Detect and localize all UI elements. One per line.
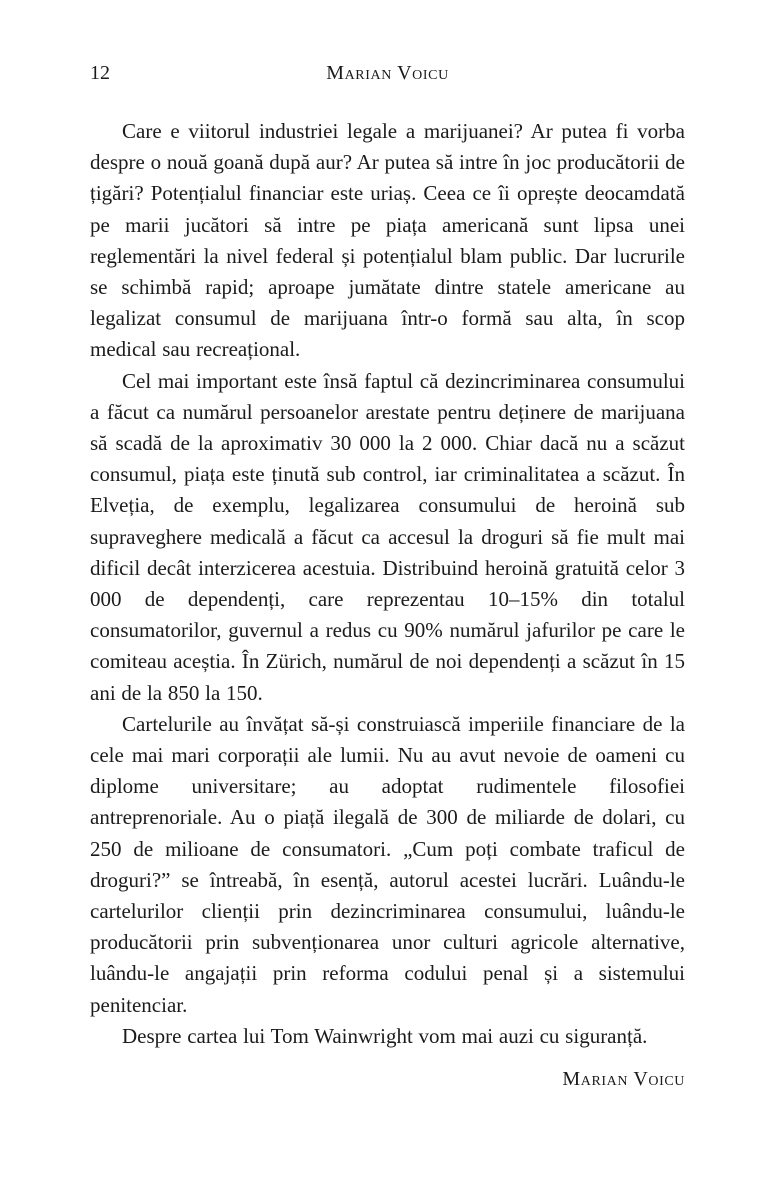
paragraph-decriminalization: Cel mai important este însă faptul că dezincriminarea consumului a făcut ca numărul persoanelor arestate pentru deținere de marijuana să scadă de la aproximativ 30 000 la 2 000. Chiar dacă nu a scăzut consumul, piața este ținută sub control, iar criminalitatea a scăzut. În Elveția, de exemplu, legalizarea consumului de heroină sub supraveghere medicală a făcut ca accesul la droguri să fie mult mai dificil decât interzicerea acestuia. Distribuind heroină gratuită celor 3 000 de dependenți, care reprezentau 10–15% din totalul consumatorilor, guvernul a redus cu 90% numărul jafurilor pe care le comiteau aceștia. În Zürich, numărul de noi dependenți a scăzut în 15 ani de la 850 la 150. — [90, 368, 685, 705]
paragraph-intro: Care e viitorul industriei legale a marijuanei? Ar putea fi vorba despre o nouă goană după aur? Ar putea să intre în joc producătorii de țigări? Potențialul financiar este uriaș. Ceea ce îi oprește deocamdată pe marii jucători să intre pe piața americană sunt lipsa unei reglementări la nivel federal și potențialul blam public. Dar lucrurile se schimbă rapid; aproape jumătate dintre statele americane au legalizat consumul de marijuana într-o formă sau alta, în scop medical sau recreațional. — [90, 119, 685, 362]
running-header-title: Marian Voicu — [326, 62, 449, 84]
body-text — [90, 116, 685, 1052]
paragraph-cartels: Cartelurile au învățat să-și construiască imperiile financiare de la cele mai mari corporații ale lumii. Nu au avut nevoie de oameni cu diplome universitare; au adoptat rudimentele filosofiei antreprenoriale. Au o piață ilegală de 300 de miliarde de dolari, cu 250 de milioane de consumatori. „Cum poți combate traficul de droguri?” se întreabă, în esență, autorul acestei lucrări. Luându-le cartelurilor clienții prin dezincriminarea consumului, luându-le producătorii prin subvenționarea unor culturi agricole alternative, luându-le angajații prin reforma codului penal și a sistemului penitenciar. — [90, 711, 685, 1017]
running-head — [90, 60, 685, 86]
paragraph-closing: Despre cartea lui Tom Wainwright vom mai auzi cu siguranță. — [122, 1023, 648, 1048]
author-signature: Marian Voicu — [562, 1068, 685, 1091]
page-number: 12 — [90, 62, 110, 84]
